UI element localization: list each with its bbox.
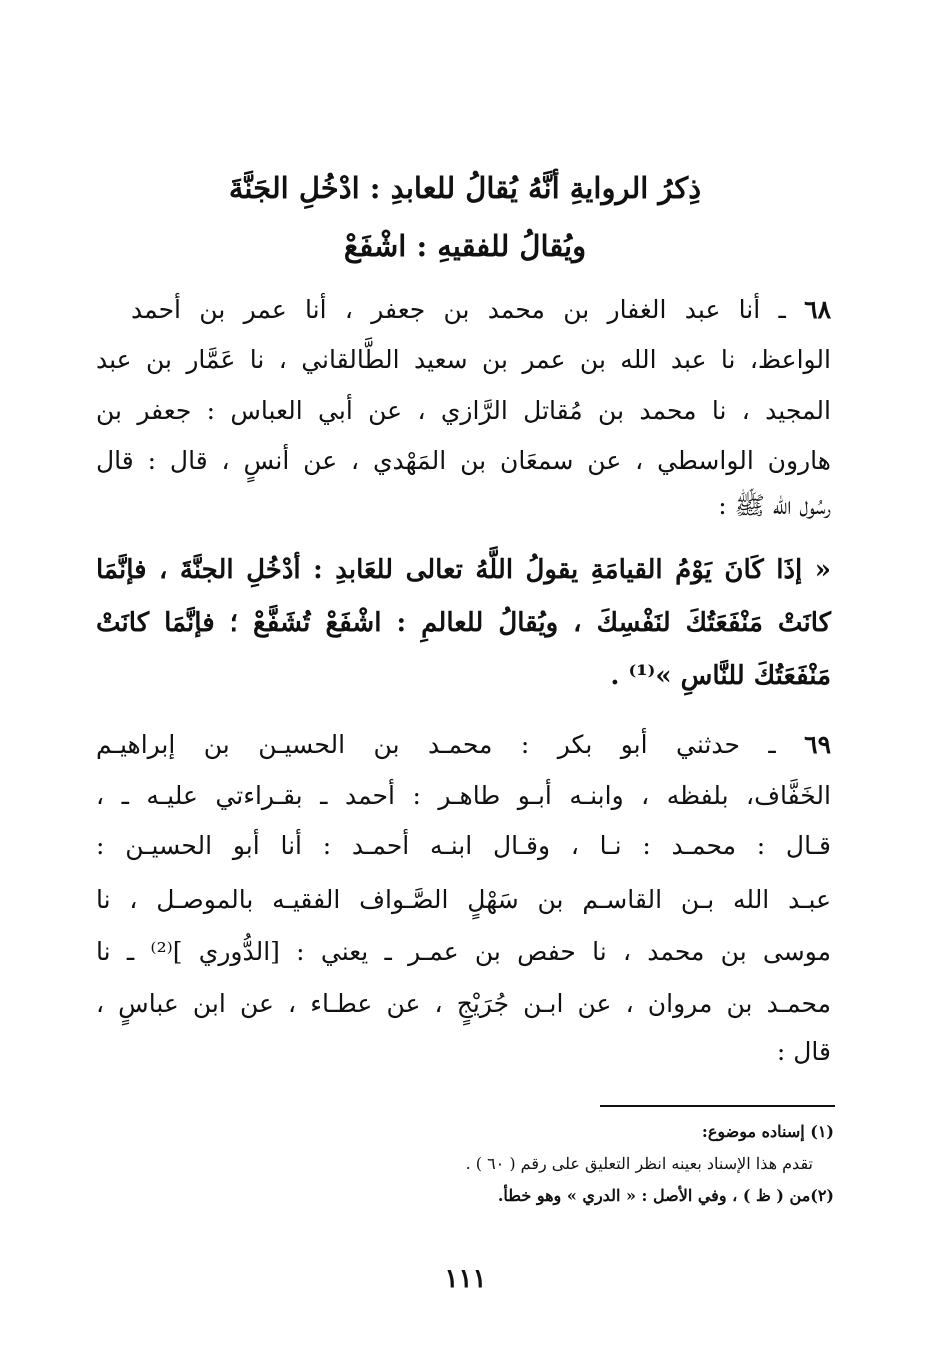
hadith-69-line-4: عبـد الله بـن القاسـم بن سَهْلٍ الصَّـواف الفقيـه بالموصـل ، نا — [96, 885, 831, 914]
hadith-68-number: ٦٨ — [804, 295, 831, 324]
hadith-68-matn-line-2: كانَتْ مَنْفَعَتُكَ لنَفْسِكَ ، ويُقالُ للعالمِ : اشْفَعْ تُشَفَّعْ ؛ فإنَّمَا كانَتْ — [96, 608, 831, 638]
hadith-69-line-1 — [96, 725, 831, 765]
footnote-2: (٢)من ( ظ ) ، وفي الأصل : « الدري » وهو خطأ. — [497, 1186, 834, 1205]
footnote-1-text: تقدم هذا الإسناد بعينه انظر التعليق على رقم ( ٦٠ ) . — [465, 1154, 813, 1173]
section-heading-line-2: ويُقالُ للفقيهِ : اشْفَعْ — [343, 229, 587, 263]
hadith-69-line-6: محمـد بن مروان ، عن ابـن جُرَيْجٍ ، عن عطـاء ، عن ابن عباسٍ ، — [96, 989, 831, 1018]
hadith-68-isnad-start: ـ أنا عبد الغفار بن محمد بن جعفر ، أنا عمر بن أحمد — [131, 295, 786, 324]
hadith-68-line-3: المجيد ، نا محمد بن مُقاتل الرَّازي ، عن أبي العباس : جعفر بن — [96, 396, 831, 425]
hadith-68-line-2: الواعظ، نا عبد الله بن عمر بن سعيد الطَّالقاني ، نا عَمَّار بن عبد — [96, 345, 831, 374]
hadith-69-line-7: قال : — [776, 1037, 831, 1066]
hadith-69-line-2: الخَفَّاف، بلفظه ، وابنـه أبـو طاهـر : أحمد ـ بقـراءتي عليـه ـ ، — [96, 781, 831, 810]
section-heading-line-1: ذِكرُ الروايةِ أنَّهُ يُقالُ للعابدِ : ادْخُلِ الجَنَّةَ — [228, 171, 702, 205]
page-number: ١١١ — [444, 1264, 487, 1294]
hadith-68-matn-line-1: « إذَا كَانَ يَوْمُ القيامَةِ يقولُ اللَّهُ تعالى للعَابدِ : أدْخُلِ الجنَّةَ ، فإنَّمَا — [96, 555, 831, 585]
hadith-68-line-4: هارون الواسطي ، عن سمعَان بن المَهْدي ، عن أنسٍ ، قال : قال — [96, 446, 831, 475]
hadith-68-line-1 — [131, 290, 831, 330]
hadith-69-isnad-start: ـ حدثني أبو بكر : محمـد بن الحسيـن بن إبراهيـم — [96, 730, 776, 759]
hadith-68-line-5: رسُول الله ﷺ : — [718, 491, 831, 520]
footnote-separator — [600, 1105, 835, 1107]
footnote-1-title: (١) إسناده موضوع: — [701, 1122, 834, 1141]
hadith-69-line-5: موسى بن محمد ، نا حفص بن عمـر ـ يعني : [الدُّوري ]⁽²⁾ ـ نا — [96, 937, 832, 966]
hadith-69-line-3: قـال : محمـد : نـا ، وقـال ابنـه أحمـد : أنا أبو الحسيـن : — [96, 831, 831, 860]
hadith-68-matn-line-3: مَنْفَعَتُكَ للنَّاسِ »⁽¹⁾ . — [610, 661, 831, 691]
hadith-69-number: ٦٩ — [804, 730, 832, 759]
